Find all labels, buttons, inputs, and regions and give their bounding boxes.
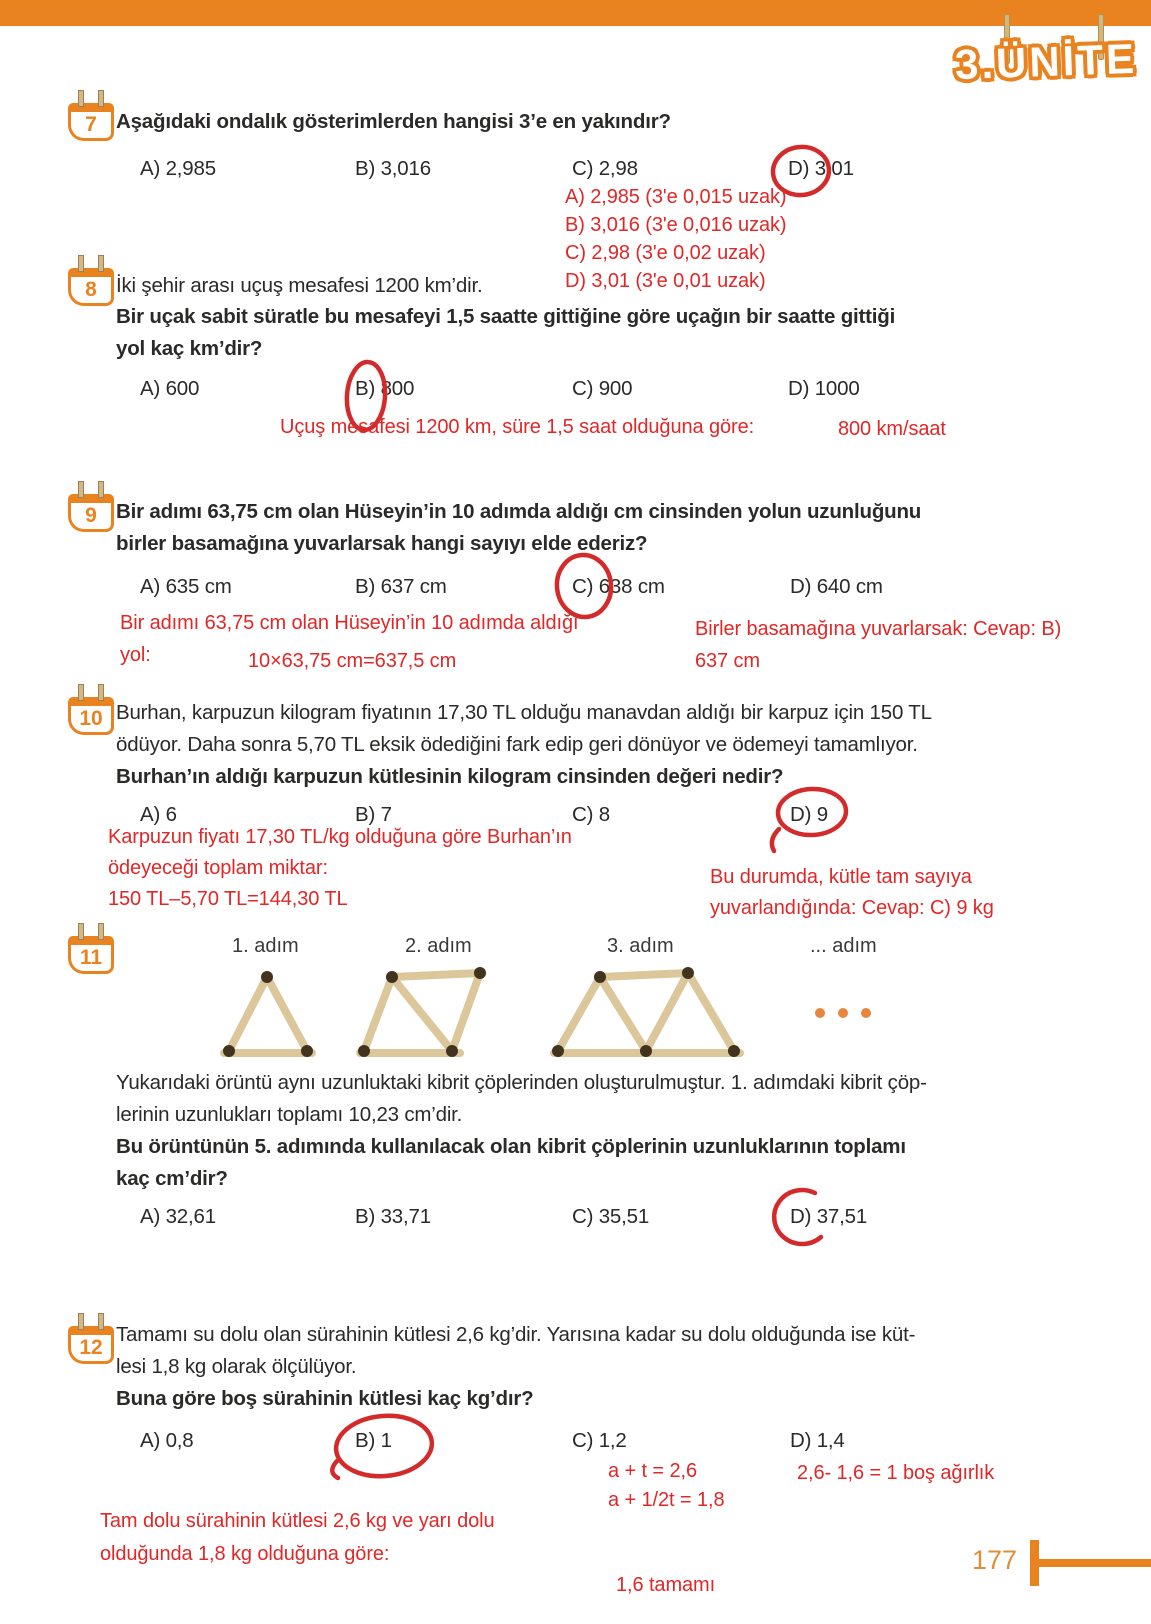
question-11-stem-line1: Bu örüntünün 5. adımında kullanılacak olan kibrit çöplerinin uzunluklarının toplamı	[116, 1135, 906, 1158]
question-9-answer-note-1: Birler basamağına yuvarlarsak: Cevap: B)	[695, 618, 1062, 640]
question-9-option-c: C) 638 cm	[572, 575, 665, 598]
question-7-annotation-4: D) 3,01 (3'e 0,01 uzak)	[565, 270, 766, 292]
page-number: 177	[972, 1545, 1018, 1575]
question-8-option-c: C) 900	[572, 377, 633, 400]
question-7-option-b: B) 3,016	[355, 157, 431, 180]
matchstick-figure-step-3	[552, 967, 740, 1057]
question-12-equation-3: 1,6 tamamı	[616, 1574, 716, 1596]
question-9-annotation-1: Bir adımı 63,75 cm olan Hüseyin’in 10 adımda aldığı	[120, 612, 579, 634]
question-8-number-badge	[68, 268, 114, 306]
matchstick-figure-step-2	[358, 967, 486, 1057]
question-11-option-d: D) 37,51	[790, 1205, 868, 1228]
question-11-number-badge	[68, 936, 114, 974]
question-9-option-d: D) 640 cm	[790, 575, 883, 598]
question-11-step-label-1: 1. adım	[232, 935, 299, 957]
question-7-number-badge	[68, 103, 114, 141]
question-12-annotation-2: olduğunda 1,8 kg olduğuna göre:	[100, 1543, 390, 1565]
question-7-annotation-3: C) 2,98 (3'e 0,02 uzak)	[565, 242, 766, 264]
page-edge-mark-horizontal	[1036, 1559, 1151, 1567]
question-12-right-note: 2,6- 1,6 = 1 boş ağırlık	[797, 1462, 995, 1484]
question-12-option-d: D) 1,4	[790, 1429, 845, 1452]
question-10-answer-note-1: Bu durumda, kütle tam sayıya	[710, 866, 972, 888]
question-11-step-label-2: 2. adım	[405, 935, 472, 957]
question-12-line2: lesi 1,8 kg olarak ölçülüyor.	[116, 1355, 357, 1378]
question-10-annotation-1: Karpuzun fiyatı 17,30 TL/kg olduğuna göre Burhan’ın	[108, 826, 572, 848]
question-9-number: 9	[85, 504, 97, 527]
question-8-intro: İki şehir arası uçuş mesafesi 1200 km’dir.	[116, 274, 483, 297]
question-7-number: 7	[85, 113, 97, 136]
question-11-line2: lerinin uzunlukları toplamı 10,23 cm’dir.	[116, 1103, 463, 1126]
question-12-option-a: A) 0,8	[140, 1429, 194, 1452]
question-8-answer-note: 800 km/saat	[838, 418, 946, 440]
question-9-stem-line2: birler basamağına yuvarlarsak hangi sayıyı elde ederiz?	[116, 532, 648, 555]
question-9-annotation-formula: 10×63,75 cm=637,5 cm	[248, 650, 457, 672]
question-8-number: 8	[85, 278, 97, 301]
question-10-annotation-2: ödeyeceği toplam miktar:	[108, 857, 328, 879]
question-12-number-badge	[68, 1326, 114, 1364]
question-11-step-label-n: ... adım	[810, 935, 877, 957]
question-12-line1: Tamamı su dolu olan sürahinin kütlesi 2,6 kg’dir. Yarısına kadar su dolu olduğunda ise küt-	[116, 1323, 916, 1346]
question-11-stem-line2: kaç cm’dir?	[116, 1167, 228, 1190]
question-12-equation-2: a + 1/2t = 1,8	[608, 1489, 725, 1511]
question-12-option-b: B) 1	[355, 1429, 392, 1452]
question-7-stem: Aşağıdaki ondalık gösterimlerden hangisi 3’e en yakındır?	[116, 110, 671, 133]
question-8-option-d: D) 1000	[788, 377, 860, 400]
question-12-number: 12	[79, 1336, 103, 1359]
question-9-stem-line1: Bir adımı 63,75 cm olan Hüseyin’in 10 adımda aldığı cm cinsinden yolun uzunluğunu	[116, 500, 922, 523]
question-10-annotation-3: 150 TL–5,70 TL=144,30 TL	[108, 888, 348, 910]
question-10-option-b: B) 7	[355, 803, 392, 826]
page-edge-mark	[1030, 1540, 1151, 1586]
question-12-option-c: C) 1,2	[572, 1429, 627, 1452]
question-9-option-a: A) 635 cm	[140, 575, 232, 598]
question-11-number: 11	[79, 946, 103, 969]
question-9-number-badge	[68, 494, 114, 532]
question-12-equation-1: a + t = 2,6	[608, 1460, 697, 1482]
question-10-option-d: D) 9	[790, 803, 828, 826]
question-9-option-b: B) 637 cm	[355, 575, 447, 598]
question-10-number: 10	[79, 707, 103, 730]
question-11-option-a: A) 32,61	[140, 1205, 216, 1228]
question-10-number-badge	[68, 697, 114, 735]
question-7-annotation-2: B) 3,016 (3'e 0,016 uzak)	[565, 214, 787, 236]
question-10-stem: Burhan’ın aldığı karpuzun kütlesinin kilogram cinsinden değeri nedir?	[116, 765, 784, 788]
question-8-stem-line1: Bir uçak sabit süratle bu mesafeyi 1,5 saatte gittiğine göre uçağın bir saatte gittiği	[116, 305, 896, 328]
question-8-annotation: Uçuş mesafesi 1200 km, süre 1,5 saat olduğuna göre:	[280, 416, 755, 438]
question-8-option-a: A) 600	[140, 377, 200, 400]
question-11-line1: Yukarıdaki örüntü aynı uzunluktaki kibrit çöplerinden oluşturulmuştur. 1. adımdaki kibrit çöp-	[116, 1071, 927, 1094]
question-9-answer-note-2: 637 cm	[695, 650, 760, 672]
question-12-annotation-1: Tam dolu sürahinin kütlesi 2,6 kg ve yarı dolu	[100, 1510, 495, 1532]
top-orange-band	[0, 0, 1151, 26]
question-10-option-c: C) 8	[572, 803, 610, 826]
ellipsis-dots	[815, 1008, 871, 1018]
question-11-option-c: C) 35,51	[572, 1205, 650, 1228]
question-8-option-b: B) 800	[355, 377, 415, 400]
question-7-option-d: D) 3,01	[788, 157, 854, 180]
question-10-line2: ödüyor. Daha sonra 5,70 TL eksik ödediğini fark edip geri dönüyor ve ödemeyi tamamlıyor.	[116, 733, 918, 756]
question-7-annotation-1: A) 2,985 (3'e 0,015 uzak)	[565, 186, 787, 208]
question-10-answer-note-2: yuvarlandığında: Cevap: C) 9 kg	[710, 897, 994, 919]
question-9-annotation-2: yol:	[120, 644, 151, 666]
question-8-stem-line2: yol kaç km’dir?	[116, 337, 263, 360]
question-12-stem: Buna göre boş sürahinin kütlesi kaç kg’dır?	[116, 1387, 534, 1410]
question-11-option-b: B) 33,71	[355, 1205, 431, 1228]
question-7-option-a: A) 2,985	[140, 157, 216, 180]
unit-badge-logo: 3.ÜNİTE	[954, 34, 1138, 89]
question-7-option-c: C) 2,98	[572, 157, 638, 180]
question-10-option-a: A) 6	[140, 803, 177, 826]
question-10-line1: Burhan, karpuzun kilogram fiyatının 17,30 TL olduğu manavdan aldığı bir karpuz için 150 TL	[116, 701, 932, 724]
matchstick-figure-step-1	[223, 971, 313, 1057]
question-11-step-label-3: 3. adım	[607, 935, 674, 957]
